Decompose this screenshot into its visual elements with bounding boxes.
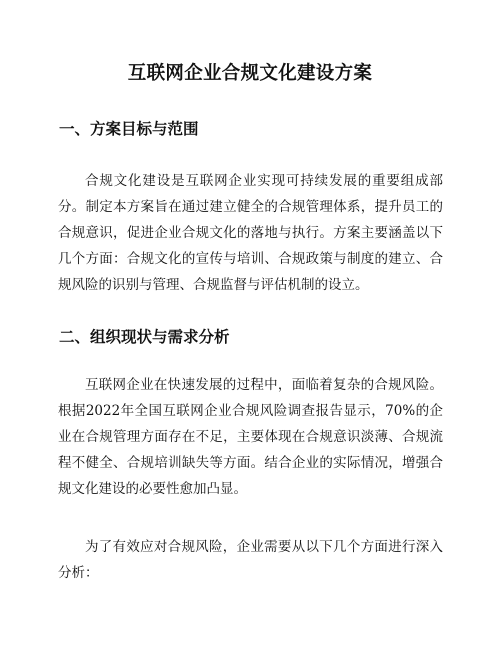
document-title: 互联网企业合规文化建设方案 xyxy=(127,63,373,84)
section-heading-goals-scope: 一、方案目标与范围 xyxy=(59,120,199,138)
paragraph-status-analysis: 互联网企业在快速发展的过程中，面临着复杂的合规风险。根据2022年全国互联网企业合规风险调查报告显示，70%的企业在合规管理方面存在不足，主要体现在合规意识淡薄、合规流程不健全、合规培训缺失等方面。结合企业的实际情况，增强合规文化建设的必要性愈加凸显。 xyxy=(58,377,443,497)
paragraph-goals-scope: 合规文化建设是互联网企业实现可持续发展的重要组成部分。制定本方案旨在通过建立健全的合规管理体系，提升员工的合规意识，促进企业合规文化的落地与执行。方案主要涵盖以下几个方面：合规文化的宣传与培训、合规政策与制度的建立、合规风险的识别与管理、合规监督与评估机制的设立。 xyxy=(58,173,443,293)
section-heading-status-needs: 二、组织现状与需求分析 xyxy=(59,328,230,346)
paragraph-analysis-intro: 为了有效应对合规风险，企业需要从以下几个方面进行深入分析： xyxy=(58,539,443,581)
